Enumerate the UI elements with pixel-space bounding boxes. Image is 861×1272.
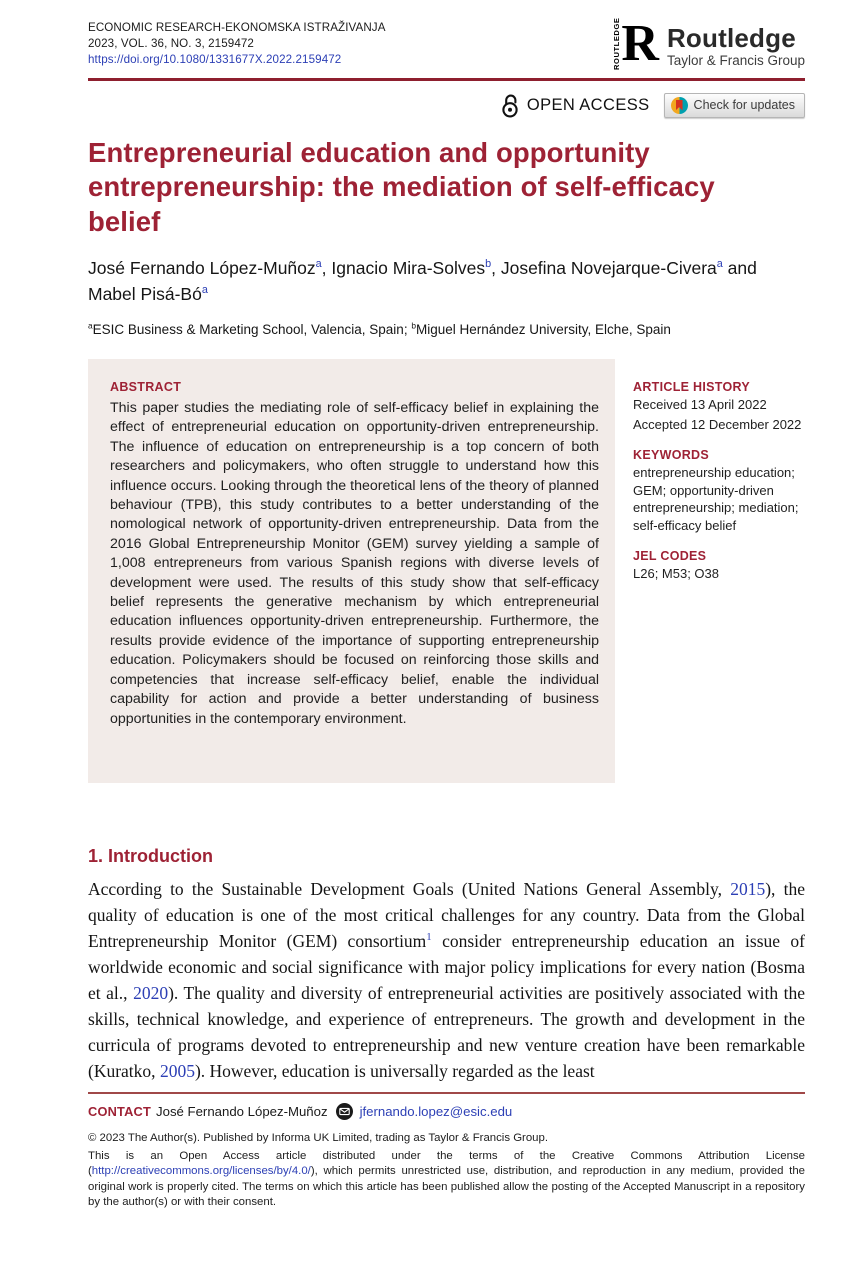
routledge-logo-mark: [612, 15, 659, 72]
text-segment: and Mabel Pisá-Bó: [88, 258, 757, 304]
citation-link-2015[interactable]: 2015: [730, 879, 766, 899]
copyright-line: © 2023 The Author(s). Published by Informa UK Limited, trading as Taylor & Francis Group.: [88, 1132, 549, 1144]
text-segment: ), the quality of education is one of the most critical challenges for any country. Data from the Global Entrepreneurship Monitor (GEM) consortium: [88, 879, 805, 951]
citation-link-2005[interactable]: 2005: [159, 1061, 195, 1081]
author-affiliation-ref[interactable]: a: [315, 258, 322, 271]
publisher-group: Taylor & Francis Group: [666, 53, 805, 68]
routledge-r-icon: R: [621, 15, 659, 72]
jel-codes-label: JEL CODES: [633, 549, 707, 563]
author-affiliation-ref[interactable]: a: [201, 284, 208, 297]
text-segment: , Josefina Novejarque-Civera: [491, 258, 717, 278]
page-header: [88, 15, 805, 72]
keywords-label: KEYWORDS: [633, 448, 710, 462]
license-link[interactable]: http://creativecommons.org/licenses/by/4.0/: [91, 1165, 311, 1178]
article-meta-column: [633, 359, 805, 783]
page-footer: [88, 1092, 805, 1272]
open-access-label: OPEN ACCESS: [526, 95, 650, 114]
abstract-label: ABSTRACT: [110, 380, 182, 394]
article-title: Entrepreneurial education and opportunity entrepreneurship: the mediation of self-efficacy belief: [88, 136, 715, 237]
badge-row: [88, 92, 805, 119]
jel-codes: L26; M53; O38: [633, 566, 719, 581]
text-segment: , Ignacio Mira-Solves: [321, 258, 486, 278]
license-text: [88, 1149, 805, 1211]
text-segment: ). The quality and diversity of entrepreneurial activities are positively associated with the skills, technical knowledge, and experience of entrepreneurs. The growth and development in the curricula of programs devoted to entrepreneurship and new venture creation have been remarkable (Kuratko,: [88, 983, 805, 1081]
abstract-box: [88, 359, 615, 783]
article-history-label: ARTICLE HISTORY: [633, 380, 751, 394]
crossmark-bookmark-icon: [676, 100, 683, 111]
text-segment: This is an Open Access article distributed under the terms of the Creative Commons Attribution License (: [88, 1150, 805, 1178]
journal-issue: 2023, VOL. 36, NO. 3, 2159472: [88, 37, 254, 50]
text-segment: b: [411, 320, 416, 331]
header-divider: [88, 78, 805, 81]
text-segment: consider entrepreneurship education an issue of worldwide economic and social significance with major policy implications for every nation (Bosma et al.,: [88, 931, 805, 1003]
author-affiliation-ref[interactable]: a: [716, 258, 723, 271]
text-segment: a: [88, 320, 93, 331]
text-segment: According to the Sustainable Development Goals (United Nations General Assembly,: [88, 879, 731, 899]
check-for-updates-label: Check for updates: [693, 98, 795, 112]
text-segment: Miguel Hernández University, Elche, Spain: [415, 322, 671, 337]
journal-title: ECONOMIC RESEARCH-EKONOMSKA ISTRAŽIVANJA: [88, 21, 386, 34]
check-for-updates-button[interactable]: [664, 93, 805, 118]
abstract-text: This paper studies the mediating role of self-efficacy belief in explaining the effect of entrepreneurial education on opportunity-driven entrepreneurship. The influence of education on entrepreneurship is a top concern of both researchers and policymakers, who often struggle to understand how this influence occurs. Looking through the theoretical lens of the theory of planned behaviour (TPB), this study contributes to a better understanding of the nomological network of opportunity-driven entrepreneurship. Data from the 2016 Global Entrepreneurship Monitor (GEM) survey yielding a sample of 1,008 entrepreneurs from various Spanish regions with diverse levels of development were used. The results of this study show that self-efficacy belief represents the generative mechanism by which entrepreneurial education influences opportunity-driven entrepreneurship. Furthermore, the results provide evidence of the importance of supporting entrepreneurship education. Policymakers should be focused on reinforcing those skills and competencies that increase self-efficacy belief, enable the individual capability for action and provide a better understanding of business opportunities in the contemporary environment.: [110, 400, 599, 727]
doi-link[interactable]: https://doi.org/10.1080/1331677X.2022.2159472: [88, 53, 342, 66]
text-segment: José Fernando López-Muñoz: [88, 258, 316, 278]
journal-info: [88, 20, 386, 68]
citation-link-2020[interactable]: 2020: [133, 983, 169, 1003]
contact-label: CONTACT: [88, 1104, 152, 1119]
accepted-date: Accepted 12 December 2022: [633, 416, 802, 432]
abstract-section: [88, 359, 805, 783]
author-affiliation-ref[interactable]: b: [485, 258, 492, 271]
publisher-name: Routledge: [666, 23, 796, 53]
affiliations: [88, 322, 805, 337]
contact-line: [88, 1103, 805, 1120]
footnote-ref-1[interactable]: 1: [426, 931, 432, 944]
keywords-list: entrepreneurship education; GEM; opportunity-driven entrepreneurship; mediation; self-efficacy belief: [633, 465, 799, 533]
text-segment: ). However, education is universally regarded as the least: [194, 1061, 595, 1081]
received-date: Received 13 April 2022: [633, 397, 767, 412]
text-segment: ESIC Business & Marketing School, Valencia, Spain;: [92, 322, 412, 337]
section-heading-introduction: 1. Introduction: [88, 846, 213, 866]
open-access-badge: [501, 92, 650, 118]
text-segment: ), which permits unrestricted use, distribution, and reproduction in any medium, provided the original work is properly cited. The terms on which this article has been published allow the posting of the Accepted Manuscript in a repository by the author(s) or with their consent.: [88, 1165, 805, 1209]
open-lock-icon: [501, 92, 520, 118]
contact-name: José Fernando López-Muñoz: [156, 1104, 328, 1119]
contact-email-link[interactable]: jfernando.lopez@esic.edu: [359, 1104, 513, 1119]
routledge-vertical-text: ROUTLEDGE: [612, 17, 622, 70]
author-list: [88, 255, 805, 307]
publisher-wordmark: [667, 18, 805, 68]
footer-divider: [88, 1092, 805, 1094]
crossmark-icon: [671, 97, 688, 114]
routledge-logo: [612, 15, 805, 72]
email-icon: [336, 1103, 353, 1120]
introduction-paragraph: [88, 876, 805, 1084]
